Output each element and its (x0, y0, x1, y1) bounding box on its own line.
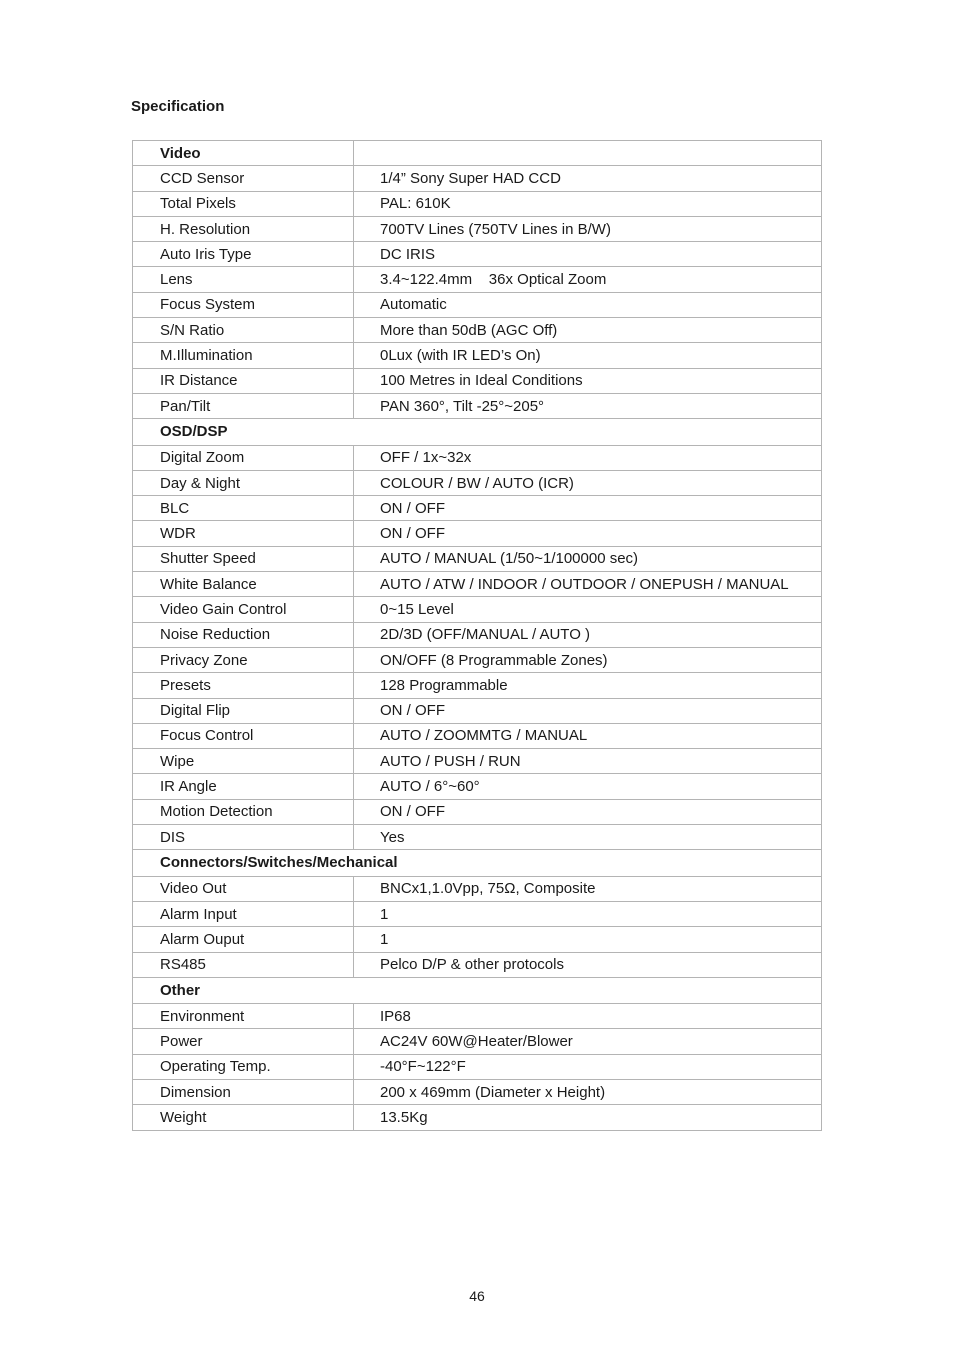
spec-label: Environment (133, 1004, 354, 1029)
spec-value: Yes (354, 825, 822, 850)
spec-label: Digital Flip (133, 698, 354, 723)
spec-row (133, 952, 822, 977)
spec-row (133, 445, 822, 470)
spec-row (133, 774, 822, 799)
section-header-row (133, 141, 822, 166)
spec-value: Automatic (354, 292, 822, 317)
spec-label: Video Gain Control (133, 597, 354, 622)
spec-label: IR Angle (133, 774, 354, 799)
spec-label: Privacy Zone (133, 647, 354, 672)
section-empty-cell (354, 141, 822, 166)
spec-value: ON/OFF (8 Programmable Zones) (354, 647, 822, 672)
specification-table (132, 140, 822, 1131)
spec-row (133, 572, 822, 597)
spec-value: 0Lux (with IR LED’s On) (354, 343, 822, 368)
spec-label: Focus System (133, 292, 354, 317)
spec-value: AUTO / PUSH / RUN (354, 749, 822, 774)
spec-row (133, 267, 822, 292)
spec-row (133, 1029, 822, 1054)
section-title: OSD/DSP (133, 419, 822, 445)
spec-row (133, 546, 822, 571)
spec-label: Alarm Ouput (133, 927, 354, 952)
spec-value: AUTO / 6°~60° (354, 774, 822, 799)
spec-row (133, 799, 822, 824)
spec-label: RS485 (133, 952, 354, 977)
spec-label: Total Pixels (133, 191, 354, 216)
spec-row (133, 1054, 822, 1079)
spec-label: Video Out (133, 876, 354, 901)
spec-label: Wipe (133, 749, 354, 774)
page-number: 46 (469, 1288, 485, 1304)
spec-label: WDR (133, 521, 354, 546)
spec-value: 1 (354, 901, 822, 926)
spec-label: White Balance (133, 572, 354, 597)
spec-value: BNCx1,1.0Vpp, 75Ω, Composite (354, 876, 822, 901)
spec-label: Day & Night (133, 470, 354, 495)
spec-row (133, 470, 822, 495)
spec-label: H. Resolution (133, 216, 354, 241)
spec-value: 128 Programmable (354, 673, 822, 698)
spec-label: Dimension (133, 1079, 354, 1104)
spec-row (133, 496, 822, 521)
section-title: Other (133, 977, 822, 1003)
spec-value: IP68 (354, 1004, 822, 1029)
spec-label: Auto Iris Type (133, 242, 354, 267)
spec-row (133, 698, 822, 723)
spec-row (133, 1079, 822, 1104)
spec-value: ON / OFF (354, 496, 822, 521)
spec-value: Pelco D/P & other protocols (354, 952, 822, 977)
spec-row (133, 622, 822, 647)
spec-label: Alarm Input (133, 901, 354, 926)
spec-label: M.Illumination (133, 343, 354, 368)
spec-row (133, 166, 822, 191)
spec-value: AUTO / ZOOMMTG / MANUAL (354, 723, 822, 748)
spec-label: Motion Detection (133, 799, 354, 824)
section-header-row (133, 850, 822, 876)
spec-row (133, 901, 822, 926)
spec-row (133, 825, 822, 850)
spec-label: DIS (133, 825, 354, 850)
spec-row (133, 242, 822, 267)
specification-table-body (133, 141, 822, 1131)
spec-value: 3.4~122.4mm 36x Optical Zoom (354, 267, 822, 292)
spec-value: 1/4” Sony Super HAD CCD (354, 166, 822, 191)
spec-value: 13.5Kg (354, 1105, 822, 1130)
spec-label: Presets (133, 673, 354, 698)
spec-value: 1 (354, 927, 822, 952)
spec-label: BLC (133, 496, 354, 521)
spec-row (133, 749, 822, 774)
spec-row (133, 216, 822, 241)
spec-value: PAL: 610K (354, 191, 822, 216)
spec-row (133, 597, 822, 622)
spec-row (133, 292, 822, 317)
spec-value: COLOUR / BW / AUTO (ICR) (354, 470, 822, 495)
spec-label: Weight (133, 1105, 354, 1130)
spec-label: Power (133, 1029, 354, 1054)
spec-row (133, 318, 822, 343)
spec-value: AC24V 60W@Heater/Blower (354, 1029, 822, 1054)
spec-row (133, 723, 822, 748)
spec-label: S/N Ratio (133, 318, 354, 343)
page-title: Specification (131, 98, 225, 115)
spec-value: 200 x 469mm (Diameter x Height) (354, 1079, 822, 1104)
spec-value: OFF / 1x~32x (354, 445, 822, 470)
spec-label: Focus Control (133, 723, 354, 748)
spec-label: IR Distance (133, 368, 354, 393)
spec-label: Shutter Speed (133, 546, 354, 571)
spec-row (133, 368, 822, 393)
spec-row (133, 647, 822, 672)
spec-label: Digital Zoom (133, 445, 354, 470)
spec-value: 700TV Lines (750TV Lines in B/W) (354, 216, 822, 241)
spec-value: AUTO / MANUAL (1/50~1/100000 sec) (354, 546, 822, 571)
section-title: Connectors/Switches/Mechanical (133, 850, 822, 876)
spec-label: Noise Reduction (133, 622, 354, 647)
spec-value: 0~15 Level (354, 597, 822, 622)
spec-value: -40°F~122°F (354, 1054, 822, 1079)
spec-row (133, 673, 822, 698)
spec-value: 2D/3D (OFF/MANUAL / AUTO ) (354, 622, 822, 647)
spec-row (133, 1004, 822, 1029)
section-title: Video (133, 141, 354, 166)
spec-row (133, 521, 822, 546)
spec-row (133, 393, 822, 418)
section-header-row (133, 977, 822, 1003)
spec-value: PAN 360°, Tilt -25°~205° (354, 393, 822, 418)
spec-value: DC IRIS (354, 242, 822, 267)
spec-row (133, 876, 822, 901)
spec-value: ON / OFF (354, 698, 822, 723)
spec-value: 100 Metres in Ideal Conditions (354, 368, 822, 393)
spec-value: More than 50dB (AGC Off) (354, 318, 822, 343)
spec-row (133, 343, 822, 368)
spec-label: Pan/Tilt (133, 393, 354, 418)
spec-label: Lens (133, 267, 354, 292)
spec-row (133, 191, 822, 216)
spec-label: CCD Sensor (133, 166, 354, 191)
spec-value: AUTO / ATW / INDOOR / OUTDOOR / ONEPUSH / MANUAL (354, 572, 822, 597)
section-header-row (133, 419, 822, 445)
spec-label: Operating Temp. (133, 1054, 354, 1079)
spec-row (133, 1105, 822, 1130)
spec-value: ON / OFF (354, 521, 822, 546)
spec-value: ON / OFF (354, 799, 822, 824)
spec-row (133, 927, 822, 952)
